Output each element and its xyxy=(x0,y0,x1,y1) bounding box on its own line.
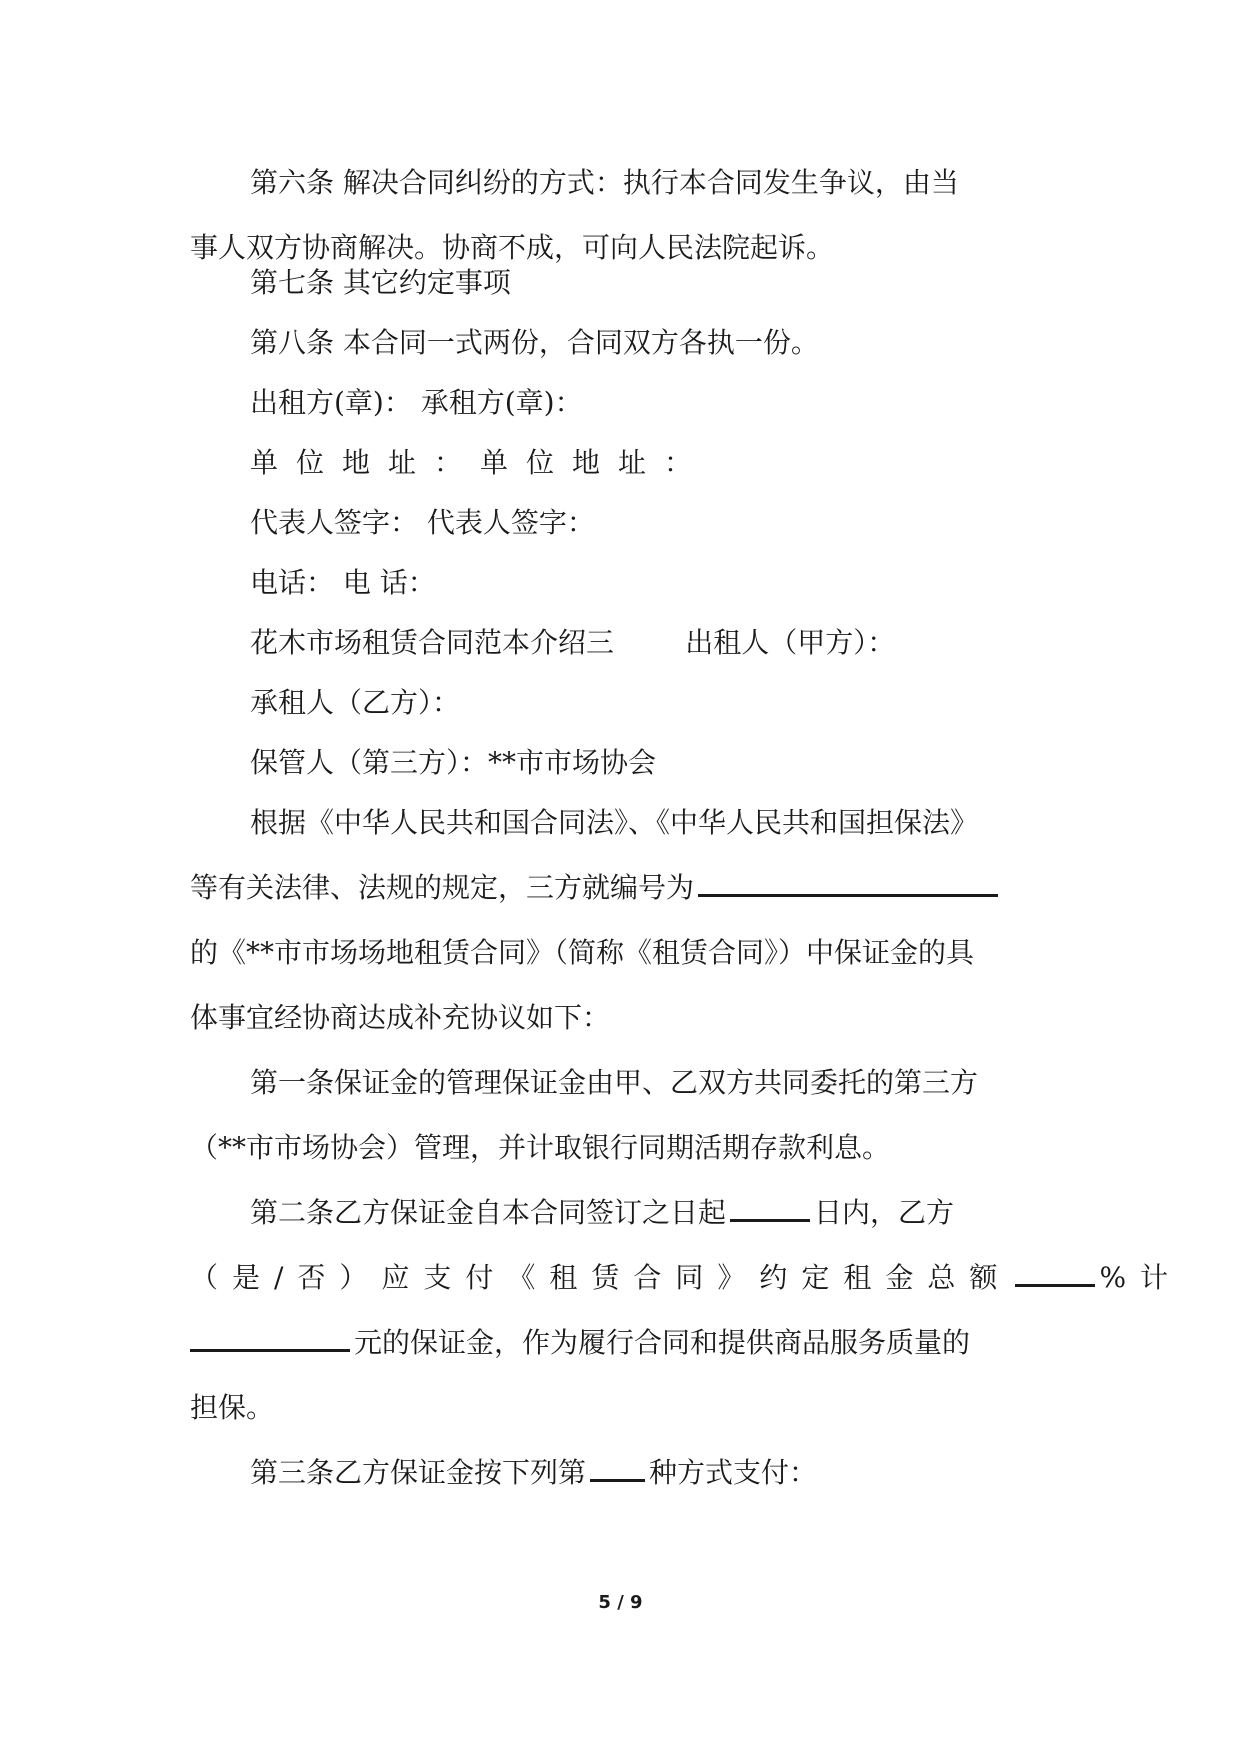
text-line: 第八条 本合同一式两份，合同双方各执一份。 xyxy=(250,326,819,359)
text-segment: %计 xyxy=(1099,1261,1183,1294)
text-line: 出租方(章)： 承租方(章)： xyxy=(250,386,583,419)
text-line xyxy=(190,1180,1060,1245)
phone-line xyxy=(190,550,1060,615)
days-blank xyxy=(730,1197,810,1222)
text-line: 第六条 解决合同纠纷的方式：执行本合同发生争议，由当 xyxy=(250,166,959,199)
text-line: 承租人（乙方）： xyxy=(250,686,461,719)
text-line xyxy=(190,1440,1060,1505)
address-line xyxy=(190,430,1060,495)
article-2-paragraph xyxy=(190,1180,1183,1440)
text-line xyxy=(190,855,1060,920)
text-segment: 等有关法律、法规的规定，三方就编号为 xyxy=(190,871,695,904)
method-blank xyxy=(590,1457,645,1482)
article-8-paragraph xyxy=(190,310,1060,375)
custodian-line xyxy=(190,730,1060,795)
lessor-lessee-seal-line xyxy=(190,370,1060,435)
basis-paragraph xyxy=(190,790,1060,1050)
text-segment: 日内，乙方 xyxy=(814,1196,955,1229)
text-line: （**市市场协会）管理，并计取银行同期活期存款利息。 xyxy=(190,1131,891,1164)
text-segment: 种方式支付： xyxy=(649,1456,818,1489)
lessee-line xyxy=(190,670,1060,735)
text-line xyxy=(190,1310,1060,1375)
page-number: 5 / 9 xyxy=(598,1592,643,1613)
amount-blank xyxy=(190,1327,350,1352)
text-line: 的《**市市场场地租赁合同》（简称《租赁合同》）中保证金的具 xyxy=(190,936,975,969)
text-segment: （是/否）应支付《租赁合同》约定租金总额 xyxy=(190,1261,1012,1294)
section-heading-line xyxy=(190,610,1060,675)
text-line xyxy=(190,1245,1183,1310)
text-line: 保管人（第三方）：**市市场协会 xyxy=(250,746,657,779)
text-line: 根据《中华人民共和国合同法》、《中华人民共和国担保法》 xyxy=(250,806,979,839)
percent-blank xyxy=(1015,1262,1095,1287)
text-segment: 元的保证金，作为履行合同和提供商品服务质量的 xyxy=(354,1326,971,1359)
text-line: 事人双方协商解决。协商不成，可向人民法院起诉。 xyxy=(190,231,835,264)
text-line: 担保。 xyxy=(190,1391,275,1424)
text-segment: 第二条乙方保证金自本合同签订之日起 xyxy=(250,1196,727,1229)
text-line: 体事宜经协商达成补充协议如下： xyxy=(190,1001,611,1034)
text-line: 第一条保证金的管理保证金由甲、乙双方共同委托的第三方 xyxy=(250,1066,979,1099)
article-7-paragraph xyxy=(190,250,1060,315)
text-segment: 第三条乙方保证金按下列第 xyxy=(250,1456,587,1489)
contract-number-blank xyxy=(698,872,998,897)
text-line: 单位地址：单位地址： xyxy=(250,446,711,479)
text-line: 花木市场租赁合同范本介绍三 出租人（甲方）： xyxy=(250,626,896,659)
text-line: 电话： 电 话： xyxy=(250,566,436,599)
text-line: 第七条 其它约定事项 xyxy=(250,266,511,299)
representative-signature-line xyxy=(190,490,1060,555)
text-line: 代表人签字： 代表人签字： xyxy=(250,506,595,539)
article-1-paragraph xyxy=(190,1050,1060,1180)
article-3-paragraph xyxy=(190,1440,1060,1505)
